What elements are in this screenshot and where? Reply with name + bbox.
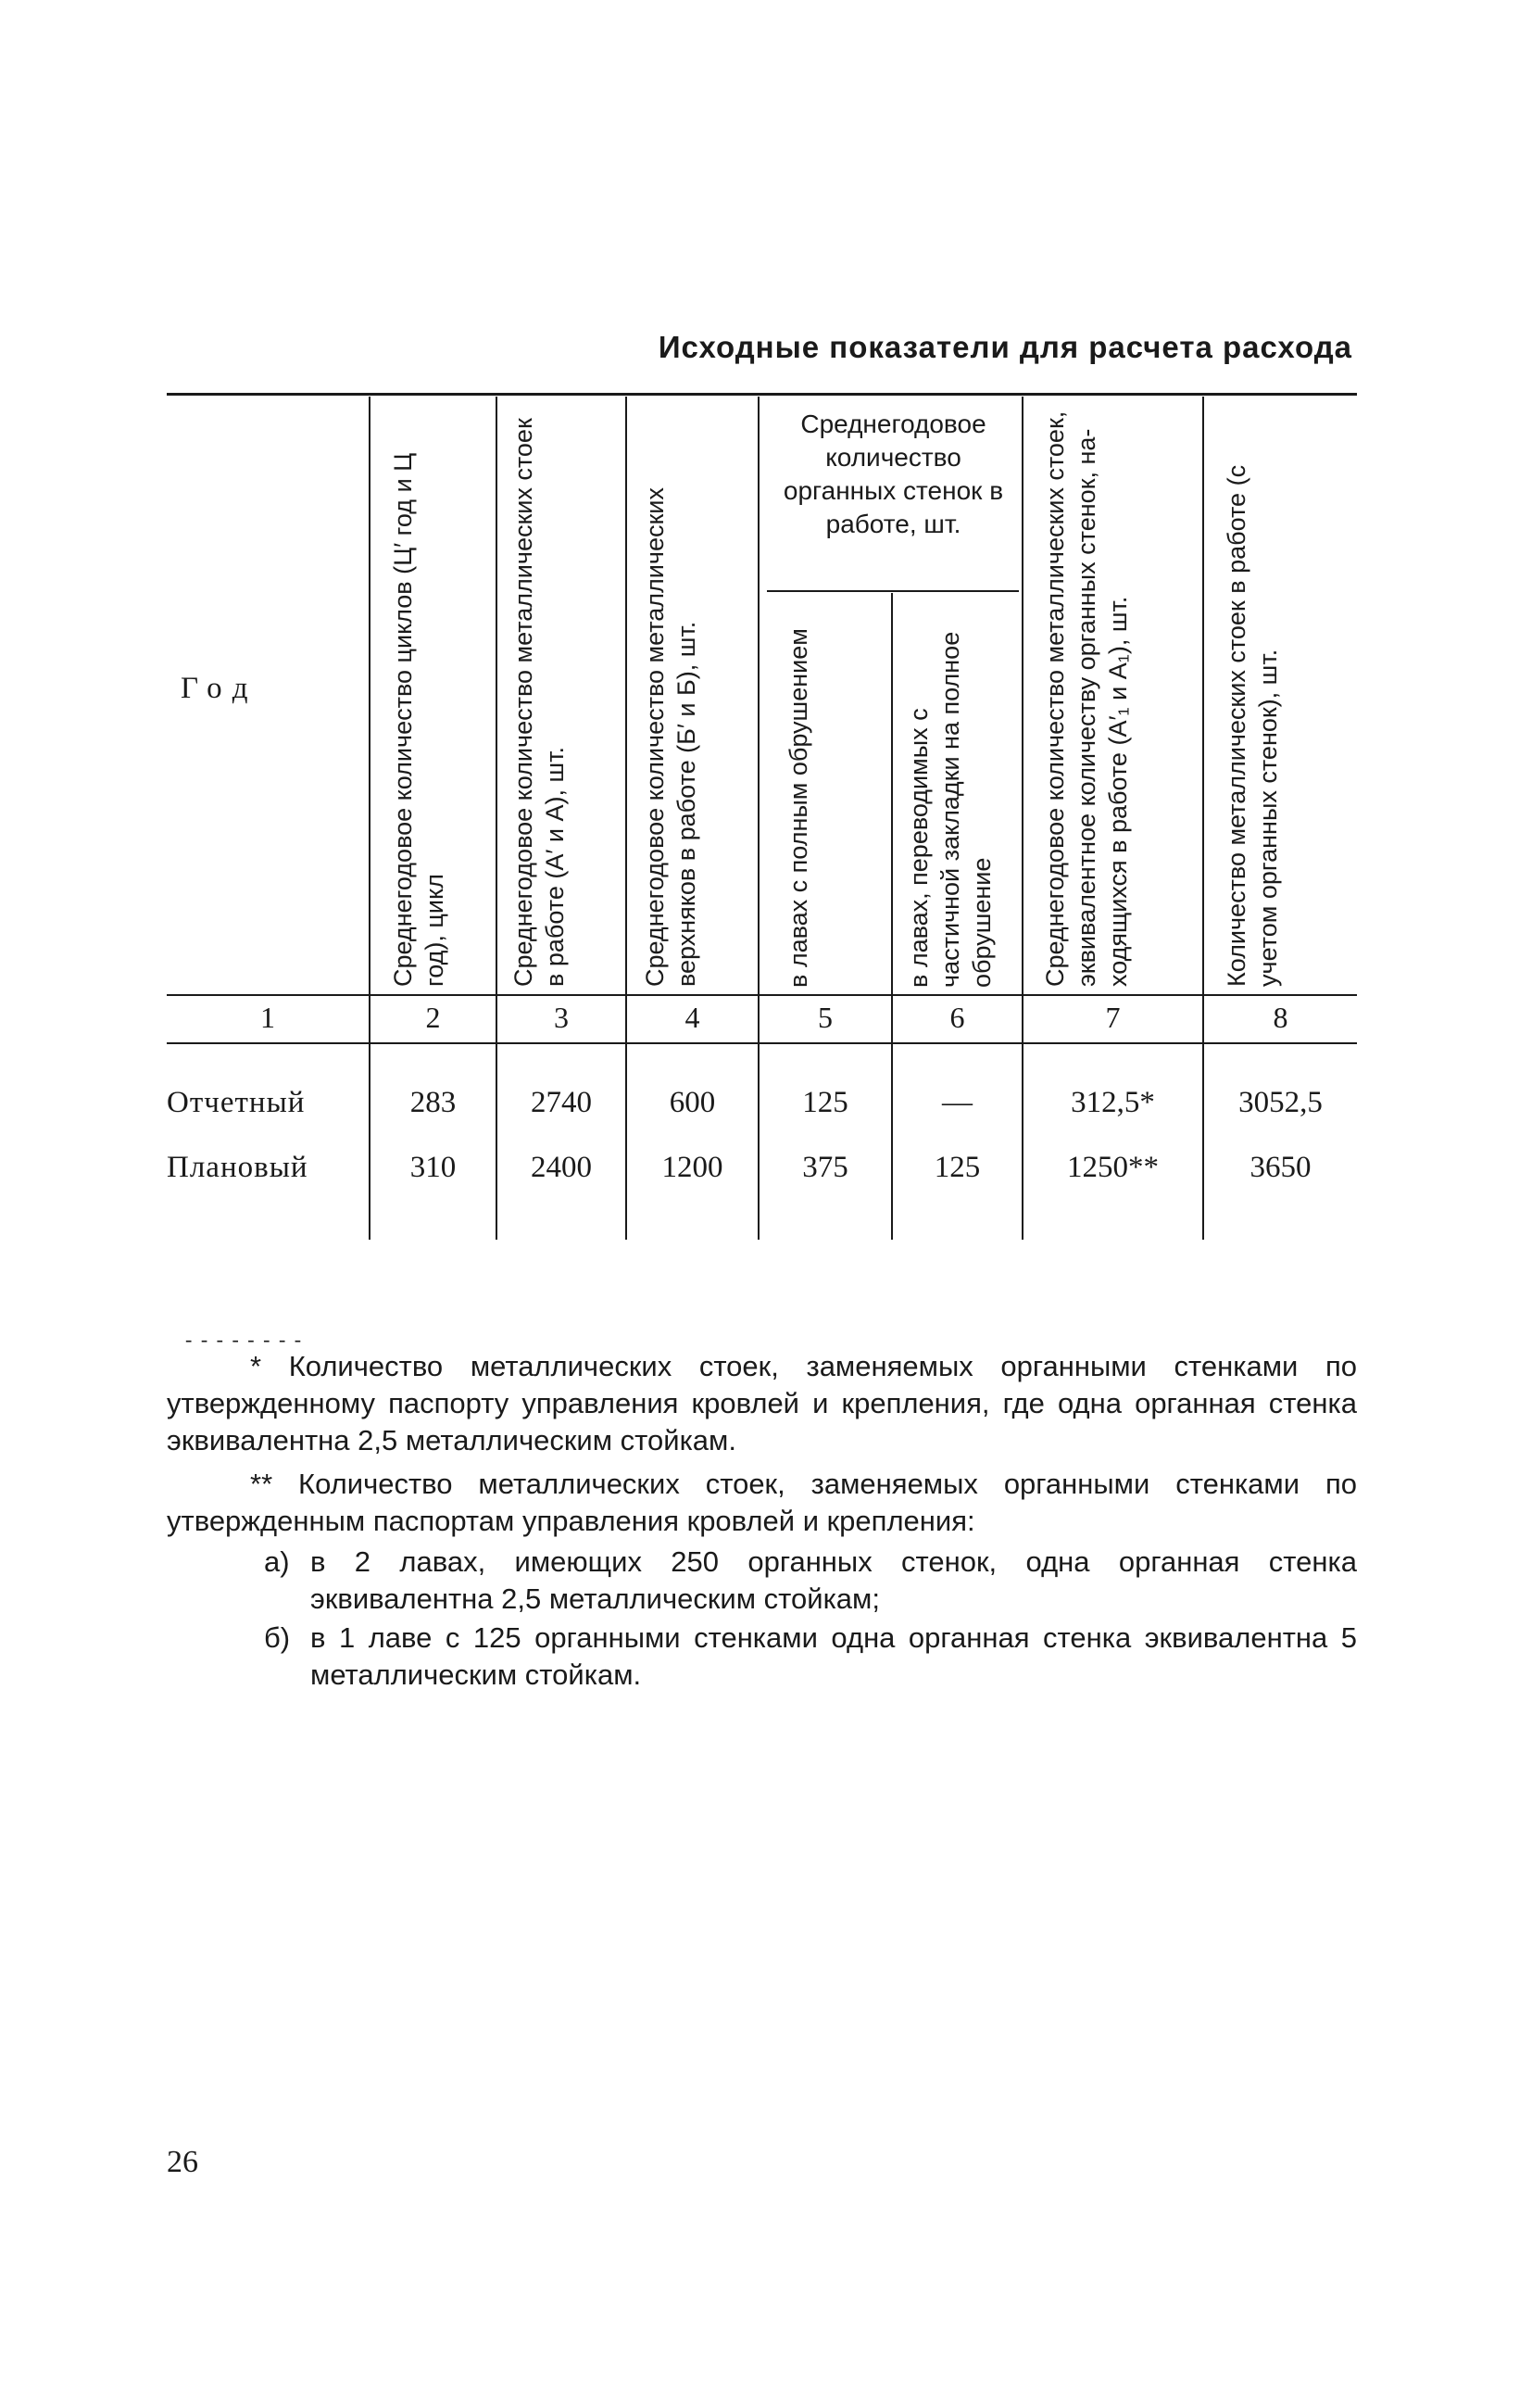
col-number: 4 [684,1001,700,1034]
page-number: 26 [167,2145,198,2179]
footnote-2 [167,1466,1357,1540]
col-header-5: в лавах с полным обрушением [785,628,812,988]
col-header-2: Среднегодовое количество циклов (Ц′ год и Ц год), цикл [389,452,448,987]
table-cell: 375 [802,1151,848,1184]
col-header-4: Среднегодовое количество металлических верхняков в работе (Б′ и Б), шт. [641,487,700,987]
footnote-2-text: ** Количество металлических стоек, заменяемых органными стенками по утвержденным паспортам управления кровлей и крепления: [167,1468,1357,1537]
table-cell: 310 [409,1151,457,1184]
col-header-3: Среднегодовое количество металлических стоек в работе (А′ и А), шт. [509,418,569,987]
table-cell: 3052,5 [1238,1086,1323,1119]
numbers-bottom-rule [167,1042,1357,1044]
col-number: 8 [1273,1001,1288,1034]
table-cell: 283 [409,1086,457,1119]
col-header-7: Среднегодовое количество металлических стоек, эквивалентное количеству органных стенок, находящихся в работе (А′₁ и А₁), шт. [1041,410,1132,987]
table-cell: 1200 [661,1151,723,1184]
footnote-item-a-marker: а) [264,1545,290,1578]
table-cell: 125 [934,1151,981,1184]
col-number: 2 [425,1001,441,1034]
group-header-rule [767,590,1019,592]
footnote-1 [167,1348,1357,1459]
table-cell: — [942,1086,973,1119]
table-cell: 600 [669,1086,716,1119]
footnote-separator: - - - - - - - - [185,1328,304,1351]
footnote-item-a: в 2 лавах, имеющих 250 органных стенок, одна органная стенка эквивалентна 2,5 металлическим стойкам; [310,1545,1357,1615]
table-top-rule [167,393,1357,396]
year-header: Год [181,672,259,705]
table-cell: 125 [802,1086,848,1119]
col-divider [891,593,893,1240]
table-title: Исходные показатели для расчета расхода [658,330,1352,364]
col-number: 5 [818,1001,833,1034]
row-label-planned: Плановый [167,1151,308,1184]
footnote-item-b: в 1 лаве с 125 органными стенками одна органная стенка эквивалентна 5 металлическим стойкам. [310,1621,1357,1691]
table-cell: 2740 [531,1086,592,1119]
col-header-group: Среднегодовое количество органных стенок в работе, шт. [783,410,1004,538]
col-number: 1 [260,1001,275,1034]
col-number: 7 [1105,1001,1121,1034]
footnote-1-text: * Количество металлических стоек, заменяемых органными стенками по утвержденному паспорту управления кровлей и крепления, где одна органная стенка эквивалентна 2,5 металлическим стойкам. [167,1350,1357,1456]
col-header-6: в лавах, переводимых с частичной закладки на полное обрушение [905,631,996,988]
footnote-item-b-marker: б) [264,1621,291,1654]
table-cell: 312,5* [1071,1086,1155,1119]
table-cell: 3650 [1249,1151,1312,1184]
row-label-reported: Отчетный [167,1086,306,1119]
col-number: 6 [949,1001,965,1034]
col-header-8: Количество металлических стоек в работе (с учетом органных стенок), шт. [1223,464,1282,987]
col-number: 3 [554,1001,569,1034]
table-cell: 1250** [1067,1151,1159,1184]
table-cell: 2400 [531,1151,592,1184]
header-bottom-rule [167,994,1357,996]
